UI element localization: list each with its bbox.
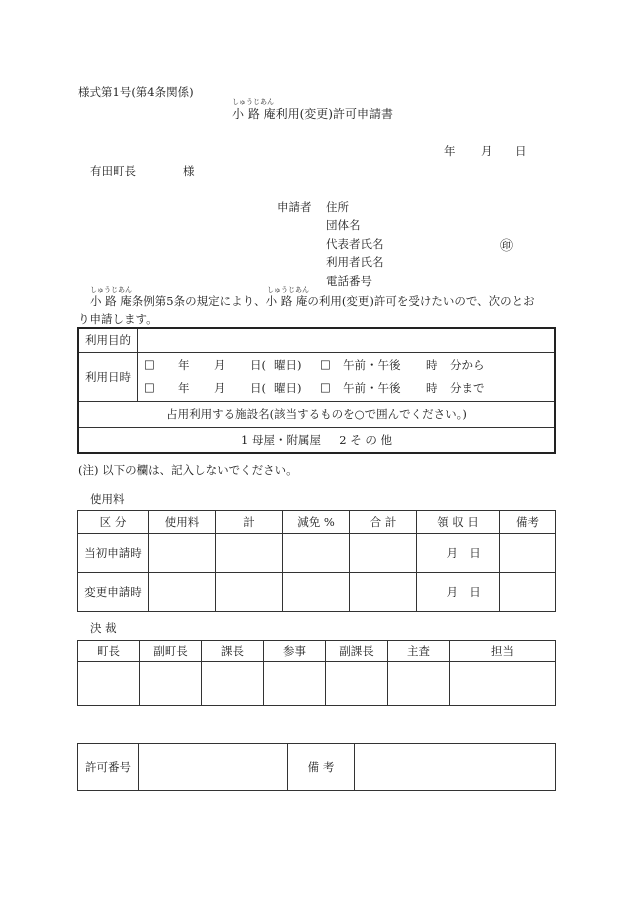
permit-number-value[interactable] — [139, 744, 288, 791]
permit-table — [77, 743, 556, 791]
form-title: 小 路 庵利用(変更)許可申請書 — [232, 107, 393, 121]
start-month: 月 — [214, 357, 226, 372]
date-month: 月 — [481, 144, 493, 158]
facility-header: 占用利用する施設名(該当するものを○で囲んでください。) — [78, 401, 555, 427]
start-hour: 時 — [426, 357, 438, 372]
end-year: 年 — [178, 380, 190, 395]
request-table — [77, 327, 556, 454]
fee-header-fee: 使用料 — [149, 511, 216, 534]
purpose-label: 利用目的 — [78, 328, 138, 352]
checkbox[interactable]: □ — [320, 356, 331, 371]
intro-line-2: り申請します。 — [78, 312, 158, 326]
seal-mark: ㊞ — [500, 239, 514, 254]
fee-header-grand-total: 合 計 — [350, 511, 417, 534]
intro-ruby-2: しゅうじあん — [267, 286, 309, 294]
stamp-cell[interactable] — [388, 662, 450, 706]
field-phone: 電話番号 — [326, 274, 372, 288]
approval-table — [77, 640, 556, 706]
row-label: 変更申請時 — [78, 573, 149, 612]
fee-header-reduction: 減免 % — [283, 511, 350, 534]
stamp-cell[interactable] — [140, 662, 202, 706]
fee-header-receipt-date: 領 収 日 — [417, 511, 500, 534]
fee-table — [77, 510, 556, 612]
stamp-cell[interactable] — [78, 662, 140, 706]
end-month: 月 — [214, 380, 226, 395]
end-ampm: 午前・午後 — [343, 380, 401, 395]
start-year: 年 — [178, 357, 190, 372]
intro-ruby-1: しゅうじあん — [90, 286, 132, 294]
receipt-date: 月 日 — [417, 534, 500, 573]
stamp-cell[interactable] — [264, 662, 326, 706]
approval-header-staff: 担当 — [450, 641, 556, 662]
date-year: 年 — [444, 144, 456, 158]
end-day: 日( — [250, 380, 266, 395]
honorific: 様 — [183, 164, 195, 178]
permit-remarks-value[interactable] — [355, 744, 556, 791]
applicant-label: 申請者 — [277, 200, 312, 214]
date-day: 日 — [515, 144, 527, 158]
approval-header-mayor: 町長 — [78, 641, 140, 662]
row-label: 当初申請時 — [78, 534, 149, 573]
start-dow: 曜日) — [274, 357, 302, 372]
datetime-value[interactable] — [138, 352, 556, 401]
permit-remarks-label: 備 考 — [288, 744, 355, 791]
end-hour: 時 — [426, 380, 438, 395]
receipt-date: 月 日 — [417, 573, 500, 612]
fee-section-title: 使用料 — [90, 492, 125, 506]
approval-header-counselor: 参事 — [264, 641, 326, 662]
start-day: 日( — [250, 357, 266, 372]
stamp-cell[interactable] — [326, 662, 388, 706]
start-minute: 分から — [450, 357, 485, 372]
datetime-label: 利用日時 — [78, 352, 138, 401]
approval-section-title: 決 裁 — [90, 621, 117, 635]
note: (注) 以下の欄は、記入しないでください。 — [78, 463, 298, 477]
field-address: 住所 — [326, 200, 349, 214]
intro-line-1: 小 路 庵条例第5条の規定により、小 路 庵の利用(変更)許可を受けたいので、次のとお — [90, 294, 535, 308]
approval-header-section-chief: 課長 — [202, 641, 264, 662]
addressee: 有田町長 — [90, 164, 136, 178]
end-dow: 曜日) — [274, 380, 302, 395]
checkbox[interactable]: □ — [144, 379, 155, 394]
approval-header-deputy-chief: 副課長 — [326, 641, 388, 662]
stamp-cell[interactable] — [202, 662, 264, 706]
fee-header-category: 区 分 — [78, 511, 149, 534]
checkbox[interactable]: □ — [320, 379, 331, 394]
approval-header-deputy-mayor: 副町長 — [140, 641, 202, 662]
facility-options[interactable]: 1 母屋・附属屋 2 そ の 他 — [78, 427, 555, 453]
field-representative: 代表者氏名 — [326, 237, 384, 251]
field-group-name: 団体名 — [326, 218, 361, 232]
purpose-value[interactable] — [138, 328, 556, 352]
permit-number-label: 許可番号 — [78, 744, 139, 791]
approval-header-senior-staff: 主査 — [388, 641, 450, 662]
table-row — [78, 534, 556, 573]
end-minute: 分まで — [450, 380, 485, 395]
fee-header-total: 計 — [216, 511, 283, 534]
form-number: 様式第1号(第4条関係) — [78, 85, 194, 99]
stamp-cell[interactable] — [450, 662, 556, 706]
field-user-name: 利用者氏名 — [326, 255, 384, 269]
start-ampm: 午前・午後 — [343, 357, 401, 372]
fee-header-remarks: 備考 — [500, 511, 556, 534]
table-row — [78, 573, 556, 612]
title-ruby: しゅうじあん — [232, 98, 274, 106]
checkbox[interactable]: □ — [144, 356, 155, 371]
